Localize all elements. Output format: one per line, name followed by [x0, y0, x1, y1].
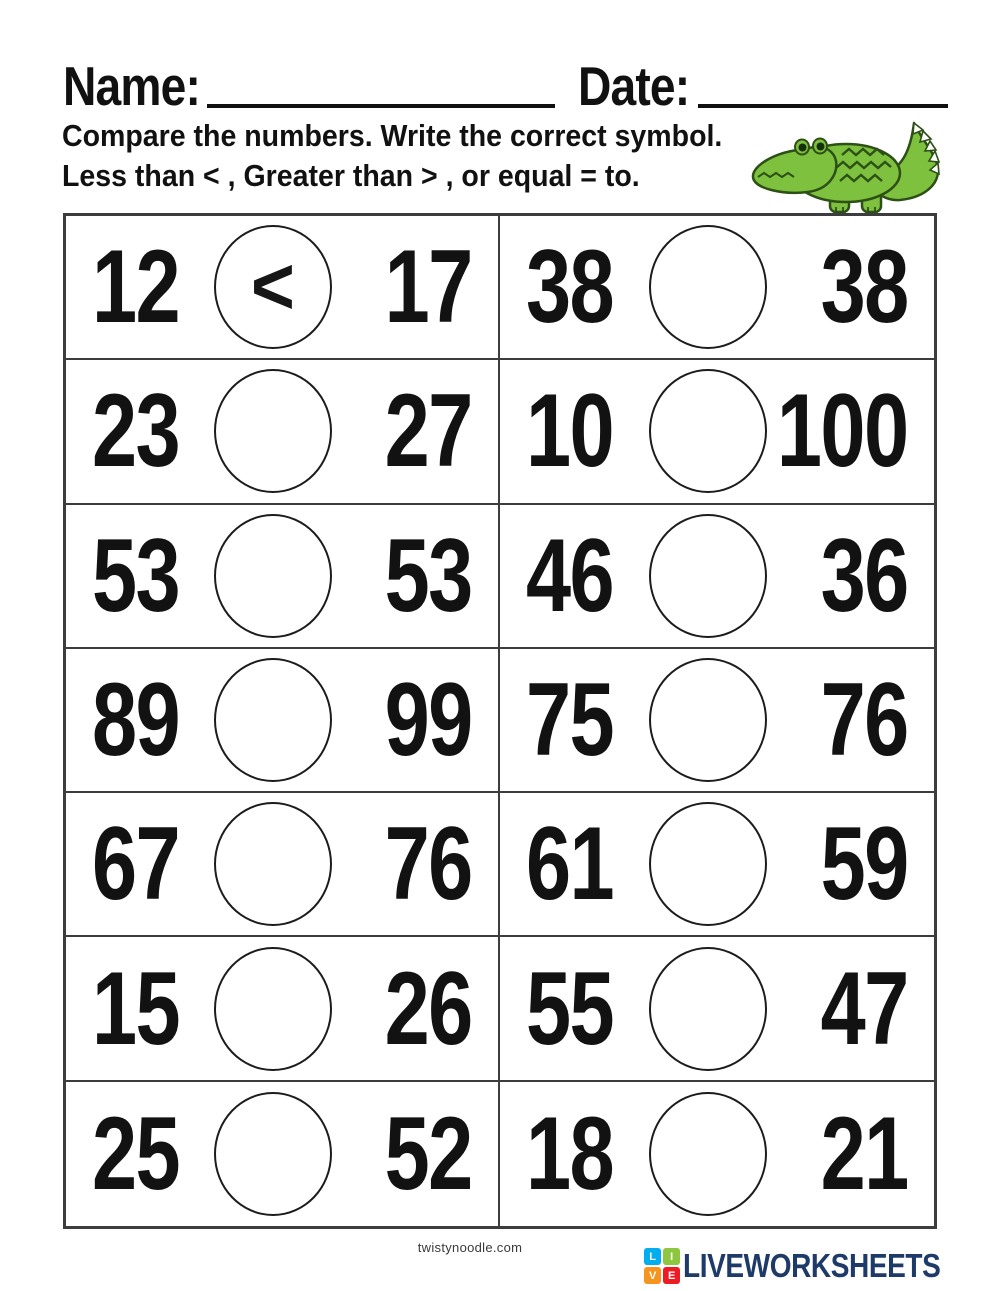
logo-square-v: V: [644, 1267, 661, 1284]
left-number: 25: [92, 1095, 180, 1212]
liveworksheets-logo[interactable]: [644, 1247, 986, 1285]
left-number: 46: [526, 517, 614, 634]
right-number: 26: [384, 950, 472, 1067]
problem-cell-10: [500, 793, 934, 937]
right-number: 76: [384, 806, 472, 923]
right-number: 59: [820, 806, 908, 923]
right-number: 27: [384, 373, 472, 490]
answer-circle[interactable]: [214, 369, 332, 493]
right-number: 17: [384, 229, 472, 346]
answer-circle[interactable]: [214, 225, 332, 349]
problem-cell-6: [500, 505, 934, 649]
right-number: 38: [820, 229, 908, 346]
instructions-line2: Less than < , Greater than > , or equal = to.: [62, 158, 640, 193]
problem-cell-5: [66, 505, 500, 649]
answer-circle[interactable]: [214, 802, 332, 926]
right-number: 52: [384, 1095, 472, 1212]
left-number: 61: [526, 806, 614, 923]
left-number: 12: [92, 229, 180, 346]
right-number: 36: [820, 517, 908, 634]
right-number: 47: [820, 950, 908, 1067]
left-number: 55: [526, 950, 614, 1067]
answer-circle[interactable]: [214, 658, 332, 782]
problem-cell-8: [500, 649, 934, 793]
answer-circle[interactable]: [649, 369, 767, 493]
left-number: 18: [526, 1095, 614, 1212]
left-number: 38: [526, 229, 614, 346]
answer-circle[interactable]: [649, 1092, 767, 1216]
problem-cell-14: [500, 1082, 934, 1226]
left-number: 89: [92, 661, 180, 778]
logo-square-l: L: [644, 1248, 661, 1265]
problem-cell-2: [500, 216, 934, 360]
liveworksheets-logo-icon: [644, 1248, 680, 1284]
instructions: [62, 116, 722, 196]
crocodile-icon: [750, 117, 950, 214]
right-number: 100: [777, 373, 908, 490]
name-label: Name:: [63, 55, 201, 117]
problem-cell-11: [66, 937, 500, 1081]
problems-table: [63, 213, 937, 1229]
answer-circle[interactable]: [214, 947, 332, 1071]
left-number: 67: [92, 806, 180, 923]
left-number: 15: [92, 950, 180, 1067]
answer-circle[interactable]: [649, 802, 767, 926]
right-number: 53: [384, 517, 472, 634]
answer-symbol: <: [250, 241, 296, 333]
left-number: 23: [92, 373, 180, 490]
right-number: 76: [820, 661, 908, 778]
answer-circle[interactable]: [214, 514, 332, 638]
answer-circle[interactable]: [649, 514, 767, 638]
logo-square-e: E: [663, 1267, 680, 1284]
date-label: Date:: [578, 55, 690, 117]
right-number: 21: [820, 1095, 908, 1212]
problem-cell-7: [66, 649, 500, 793]
problem-cell-4: [500, 360, 934, 504]
right-number: 99: [384, 661, 472, 778]
problem-cell-3: [66, 360, 500, 504]
answer-circle[interactable]: [649, 658, 767, 782]
left-number: 75: [526, 661, 614, 778]
left-number: 53: [92, 517, 180, 634]
problem-cell-1: [66, 216, 500, 360]
source-credit: twistynoodle.com: [417, 1240, 523, 1255]
problem-cell-9: [66, 793, 500, 937]
brand-name: LIVEWORKSHEETS: [683, 1247, 941, 1284]
left-number: 10: [526, 373, 614, 490]
date-input-line[interactable]: [698, 104, 948, 108]
answer-circle[interactable]: [214, 1092, 332, 1216]
problem-cell-13: [66, 1082, 500, 1226]
name-input-line[interactable]: [207, 104, 555, 108]
problem-cell-12: [500, 937, 934, 1081]
logo-square-i: I: [663, 1248, 680, 1265]
instructions-line1: Compare the numbers. Write the correct symbol.: [62, 118, 723, 153]
answer-circle[interactable]: [649, 947, 767, 1071]
answer-circle[interactable]: [649, 225, 767, 349]
